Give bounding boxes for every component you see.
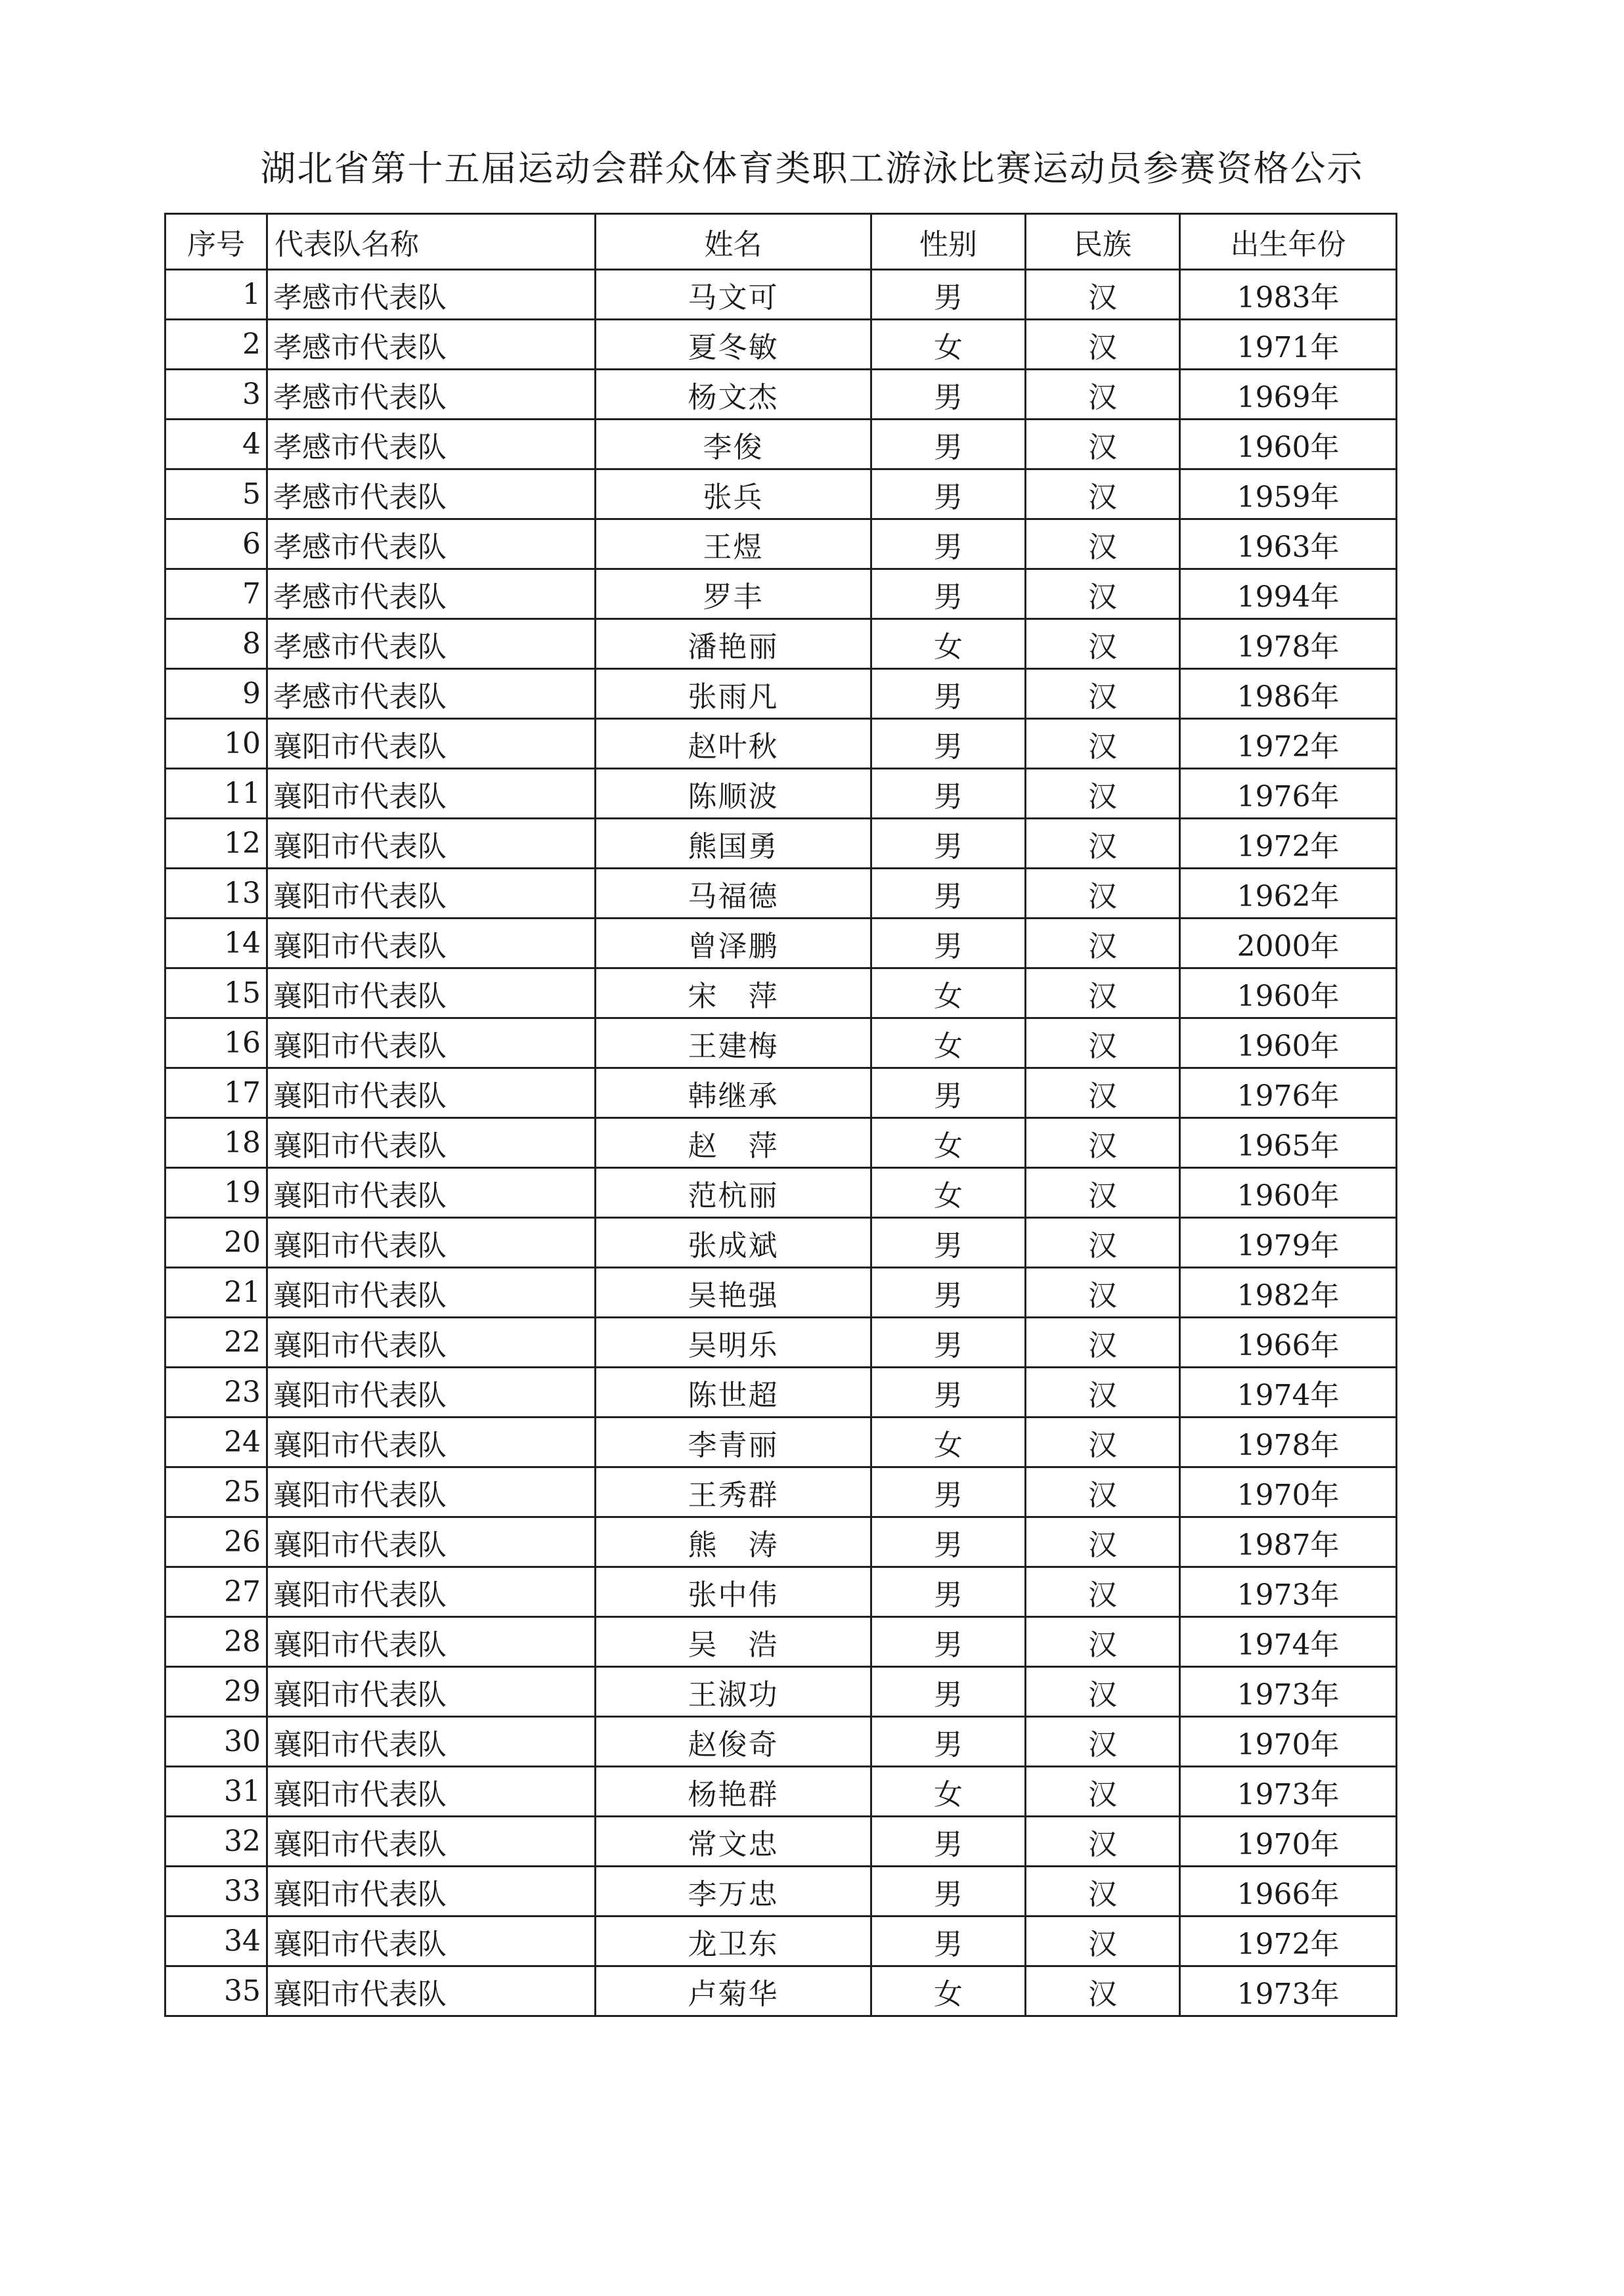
cell-birth-year: 1960年 <box>1180 1168 1397 1218</box>
cell-birth-year: 1960年 <box>1180 420 1397 469</box>
cell-index: 27 <box>165 1567 267 1617</box>
cell-team: 襄阳市代表队 <box>267 1318 596 1368</box>
cell-name: 吴明乐 <box>596 1318 871 1368</box>
cell-gender: 男 <box>871 1667 1026 1717</box>
cell-name: 卢菊华 <box>596 1966 871 2016</box>
cell-ethnicity: 汉 <box>1026 1368 1180 1418</box>
cell-index: 2 <box>165 320 267 370</box>
cell-birth-year: 1966年 <box>1180 1867 1397 1917</box>
cell-gender: 男 <box>871 519 1026 569</box>
cell-index: 34 <box>165 1917 267 1966</box>
cell-birth-year: 1970年 <box>1180 1717 1397 1767</box>
table-row <box>165 569 1397 619</box>
cell-ethnicity: 汉 <box>1026 519 1180 569</box>
cell-ethnicity: 汉 <box>1026 469 1180 519</box>
table-row <box>165 370 1397 420</box>
cell-gender: 女 <box>871 1418 1026 1467</box>
cell-birth-year: 1962年 <box>1180 869 1397 919</box>
cell-team: 襄阳市代表队 <box>267 769 596 819</box>
cell-birth-year: 1970年 <box>1180 1817 1397 1867</box>
cell-birth-year: 1974年 <box>1180 1617 1397 1667</box>
cell-name: 赵 萍 <box>596 1118 871 1168</box>
cell-gender: 男 <box>871 1817 1026 1867</box>
table-row <box>165 1767 1397 1817</box>
table-row <box>165 270 1397 320</box>
cell-gender: 男 <box>871 919 1026 968</box>
cell-name: 赵叶秋 <box>596 719 871 769</box>
header-index: 序号 <box>165 214 267 270</box>
cell-name: 马福德 <box>596 869 871 919</box>
athlete-roster-table <box>164 213 1397 2017</box>
table-row <box>165 1268 1397 1318</box>
cell-index: 1 <box>165 270 267 320</box>
table-header <box>165 214 1397 270</box>
cell-gender: 男 <box>871 1368 1026 1418</box>
cell-name: 吴艳强 <box>596 1268 871 1318</box>
cell-team: 襄阳市代表队 <box>267 1467 596 1517</box>
cell-ethnicity: 汉 <box>1026 1168 1180 1218</box>
cell-gender: 女 <box>871 1966 1026 2016</box>
cell-birth-year: 1983年 <box>1180 270 1397 320</box>
cell-team: 襄阳市代表队 <box>267 1567 596 1617</box>
cell-name: 熊国勇 <box>596 819 871 869</box>
cell-birth-year: 1982年 <box>1180 1268 1397 1318</box>
cell-birth-year: 1966年 <box>1180 1318 1397 1368</box>
cell-ethnicity: 汉 <box>1026 1966 1180 2016</box>
cell-index: 7 <box>165 569 267 619</box>
header-team: 代表队名称 <box>267 214 596 270</box>
cell-team: 襄阳市代表队 <box>267 1068 596 1118</box>
cell-team: 襄阳市代表队 <box>267 1418 596 1467</box>
cell-name: 杨文杰 <box>596 370 871 420</box>
cell-ethnicity: 汉 <box>1026 1218 1180 1268</box>
cell-name: 李万忠 <box>596 1867 871 1917</box>
cell-birth-year: 1979年 <box>1180 1218 1397 1268</box>
cell-index: 31 <box>165 1767 267 1817</box>
cell-gender: 女 <box>871 1168 1026 1218</box>
cell-birth-year: 1960年 <box>1180 968 1397 1018</box>
cell-ethnicity: 汉 <box>1026 919 1180 968</box>
cell-index: 11 <box>165 769 267 819</box>
table-row <box>165 1467 1397 1517</box>
cell-name: 杨艳群 <box>596 1767 871 1817</box>
cell-ethnicity: 汉 <box>1026 819 1180 869</box>
cell-ethnicity: 汉 <box>1026 719 1180 769</box>
cell-index: 25 <box>165 1467 267 1517</box>
cell-ethnicity: 汉 <box>1026 420 1180 469</box>
table-row <box>165 619 1397 669</box>
cell-gender: 男 <box>871 1717 1026 1767</box>
cell-index: 24 <box>165 1418 267 1467</box>
cell-team: 襄阳市代表队 <box>267 919 596 968</box>
table-row <box>165 1617 1397 1667</box>
cell-name: 熊 涛 <box>596 1517 871 1567</box>
cell-index: 32 <box>165 1817 267 1867</box>
table-row <box>165 968 1397 1018</box>
cell-team: 襄阳市代表队 <box>267 1018 596 1068</box>
table-row <box>165 1517 1397 1567</box>
cell-gender: 男 <box>871 469 1026 519</box>
cell-gender: 女 <box>871 1767 1026 1817</box>
cell-team: 襄阳市代表队 <box>267 1667 596 1717</box>
cell-name: 范杭丽 <box>596 1168 871 1218</box>
cell-gender: 女 <box>871 968 1026 1018</box>
table-row <box>165 1118 1397 1168</box>
table-row <box>165 320 1397 370</box>
cell-index: 4 <box>165 420 267 469</box>
cell-index: 29 <box>165 1667 267 1717</box>
cell-name: 王秀群 <box>596 1467 871 1517</box>
cell-name: 张成斌 <box>596 1218 871 1268</box>
table-row <box>165 869 1397 919</box>
cell-team: 孝感市代表队 <box>267 270 596 320</box>
cell-gender: 男 <box>871 719 1026 769</box>
cell-name: 张兵 <box>596 469 871 519</box>
cell-birth-year: 1974年 <box>1180 1368 1397 1418</box>
cell-team: 襄阳市代表队 <box>267 1168 596 1218</box>
cell-ethnicity: 汉 <box>1026 1318 1180 1368</box>
page-title: 湖北省第十五届运动会群众体育类职工游泳比赛运动员参赛资格公示 <box>260 148 1364 189</box>
cell-name: 韩继承 <box>596 1068 871 1118</box>
header-gender: 性别 <box>871 214 1026 270</box>
cell-ethnicity: 汉 <box>1026 1118 1180 1168</box>
cell-name: 王建梅 <box>596 1018 871 1068</box>
cell-gender: 男 <box>871 1617 1026 1667</box>
table-row <box>165 769 1397 819</box>
cell-birth-year: 1973年 <box>1180 1966 1397 2016</box>
cell-team: 襄阳市代表队 <box>267 1218 596 1268</box>
cell-index: 18 <box>165 1118 267 1168</box>
cell-ethnicity: 汉 <box>1026 1418 1180 1467</box>
cell-ethnicity: 汉 <box>1026 619 1180 669</box>
cell-name: 张雨凡 <box>596 669 871 719</box>
cell-gender: 女 <box>871 1018 1026 1068</box>
cell-team: 孝感市代表队 <box>267 519 596 569</box>
cell-birth-year: 1976年 <box>1180 1068 1397 1118</box>
table-row <box>165 1418 1397 1467</box>
cell-birth-year: 1965年 <box>1180 1118 1397 1168</box>
cell-team: 襄阳市代表队 <box>267 1368 596 1418</box>
cell-gender: 男 <box>871 1068 1026 1118</box>
cell-team: 襄阳市代表队 <box>267 869 596 919</box>
cell-birth-year: 1963年 <box>1180 519 1397 569</box>
table-row <box>165 420 1397 469</box>
cell-gender: 男 <box>871 1917 1026 1966</box>
cell-name: 李青丽 <box>596 1418 871 1467</box>
cell-team: 襄阳市代表队 <box>267 1268 596 1318</box>
cell-birth-year: 1971年 <box>1180 320 1397 370</box>
cell-ethnicity: 汉 <box>1026 1018 1180 1068</box>
cell-index: 35 <box>165 1966 267 2016</box>
cell-team: 襄阳市代表队 <box>267 719 596 769</box>
cell-ethnicity: 汉 <box>1026 1667 1180 1717</box>
header-ethnicity: 民族 <box>1026 214 1180 270</box>
cell-gender: 男 <box>871 270 1026 320</box>
cell-gender: 男 <box>871 420 1026 469</box>
cell-index: 8 <box>165 619 267 669</box>
cell-index: 22 <box>165 1318 267 1368</box>
cell-name: 王淑功 <box>596 1667 871 1717</box>
cell-name: 李俊 <box>596 420 871 469</box>
cell-team: 孝感市代表队 <box>267 569 596 619</box>
cell-gender: 男 <box>871 370 1026 420</box>
cell-team: 襄阳市代表队 <box>267 1617 596 1667</box>
cell-birth-year: 1978年 <box>1180 1418 1397 1467</box>
table-row <box>165 669 1397 719</box>
cell-gender: 女 <box>871 320 1026 370</box>
header-birth-year: 出生年份 <box>1180 214 1397 270</box>
table-row <box>165 1018 1397 1068</box>
cell-team: 孝感市代表队 <box>267 469 596 519</box>
cell-team: 襄阳市代表队 <box>267 1867 596 1917</box>
cell-birth-year: 1978年 <box>1180 619 1397 669</box>
cell-team: 襄阳市代表队 <box>267 968 596 1018</box>
header-name: 姓名 <box>596 214 871 270</box>
cell-index: 19 <box>165 1168 267 1218</box>
cell-ethnicity: 汉 <box>1026 370 1180 420</box>
cell-index: 20 <box>165 1218 267 1268</box>
cell-name: 宋 萍 <box>596 968 871 1018</box>
cell-birth-year: 1986年 <box>1180 669 1397 719</box>
table-row <box>165 519 1397 569</box>
cell-index: 9 <box>165 669 267 719</box>
cell-gender: 男 <box>871 1467 1026 1517</box>
cell-birth-year: 1969年 <box>1180 370 1397 420</box>
cell-gender: 男 <box>871 1318 1026 1368</box>
cell-birth-year: 1972年 <box>1180 819 1397 869</box>
cell-ethnicity: 汉 <box>1026 1617 1180 1667</box>
cell-team: 襄阳市代表队 <box>267 1517 596 1567</box>
cell-name: 潘艳丽 <box>596 619 871 669</box>
cell-index: 33 <box>165 1867 267 1917</box>
table-row <box>165 1817 1397 1867</box>
cell-team: 襄阳市代表队 <box>267 1917 596 1966</box>
cell-team: 襄阳市代表队 <box>267 1118 596 1168</box>
table-row <box>165 1168 1397 1218</box>
cell-birth-year: 1959年 <box>1180 469 1397 519</box>
cell-index: 15 <box>165 968 267 1018</box>
table-row <box>165 1218 1397 1268</box>
table-row <box>165 1567 1397 1617</box>
header-row <box>165 214 1397 270</box>
table-row <box>165 719 1397 769</box>
cell-ethnicity: 汉 <box>1026 769 1180 819</box>
cell-name: 马文可 <box>596 270 871 320</box>
cell-gender: 男 <box>871 569 1026 619</box>
cell-birth-year: 1994年 <box>1180 569 1397 619</box>
cell-name: 张中伟 <box>596 1567 871 1617</box>
cell-index: 30 <box>165 1717 267 1767</box>
cell-index: 23 <box>165 1368 267 1418</box>
cell-birth-year: 1972年 <box>1180 719 1397 769</box>
table-row <box>165 1368 1397 1418</box>
cell-ethnicity: 汉 <box>1026 1867 1180 1917</box>
table-row <box>165 469 1397 519</box>
cell-ethnicity: 汉 <box>1026 1917 1180 1966</box>
cell-index: 6 <box>165 519 267 569</box>
cell-team: 孝感市代表队 <box>267 320 596 370</box>
cell-team: 襄阳市代表队 <box>267 1767 596 1817</box>
cell-birth-year: 1973年 <box>1180 1667 1397 1717</box>
cell-ethnicity: 汉 <box>1026 1517 1180 1567</box>
cell-ethnicity: 汉 <box>1026 1068 1180 1118</box>
cell-gender: 男 <box>871 669 1026 719</box>
cell-index: 13 <box>165 869 267 919</box>
cell-name: 陈世超 <box>596 1368 871 1418</box>
cell-index: 5 <box>165 469 267 519</box>
table-row <box>165 1867 1397 1917</box>
cell-gender: 男 <box>871 869 1026 919</box>
cell-ethnicity: 汉 <box>1026 569 1180 619</box>
cell-ethnicity: 汉 <box>1026 1467 1180 1517</box>
cell-index: 28 <box>165 1617 267 1667</box>
cell-team: 襄阳市代表队 <box>267 1717 596 1767</box>
cell-ethnicity: 汉 <box>1026 1567 1180 1617</box>
cell-name: 赵俊奇 <box>596 1717 871 1767</box>
cell-gender: 女 <box>871 619 1026 669</box>
cell-team: 襄阳市代表队 <box>267 1966 596 2016</box>
cell-ethnicity: 汉 <box>1026 1817 1180 1867</box>
cell-name: 夏冬敏 <box>596 320 871 370</box>
cell-index: 26 <box>165 1517 267 1567</box>
cell-gender: 男 <box>871 1218 1026 1268</box>
cell-gender: 男 <box>871 1567 1026 1617</box>
cell-gender: 男 <box>871 1268 1026 1318</box>
cell-index: 10 <box>165 719 267 769</box>
table-row <box>165 819 1397 869</box>
cell-ethnicity: 汉 <box>1026 1767 1180 1817</box>
cell-name: 王煜 <box>596 519 871 569</box>
cell-name: 吴 浩 <box>596 1617 871 1667</box>
cell-team: 襄阳市代表队 <box>267 1817 596 1867</box>
cell-index: 3 <box>165 370 267 420</box>
cell-birth-year: 1976年 <box>1180 769 1397 819</box>
cell-team: 孝感市代表队 <box>267 619 596 669</box>
cell-team: 襄阳市代表队 <box>267 819 596 869</box>
cell-name: 曾泽鹏 <box>596 919 871 968</box>
cell-ethnicity: 汉 <box>1026 1717 1180 1767</box>
cell-birth-year: 1987年 <box>1180 1517 1397 1567</box>
cell-ethnicity: 汉 <box>1026 320 1180 370</box>
cell-index: 14 <box>165 919 267 968</box>
cell-name: 罗丰 <box>596 569 871 619</box>
table-row <box>165 1966 1397 2016</box>
cell-team: 孝感市代表队 <box>267 370 596 420</box>
cell-birth-year: 1960年 <box>1180 1018 1397 1068</box>
cell-birth-year: 1972年 <box>1180 1917 1397 1966</box>
cell-birth-year: 2000年 <box>1180 919 1397 968</box>
cell-gender: 女 <box>871 1118 1026 1168</box>
table-row <box>165 1667 1397 1717</box>
cell-index: 21 <box>165 1268 267 1318</box>
cell-birth-year: 1973年 <box>1180 1767 1397 1817</box>
cell-birth-year: 1970年 <box>1180 1467 1397 1517</box>
cell-birth-year: 1973年 <box>1180 1567 1397 1617</box>
cell-gender: 男 <box>871 1867 1026 1917</box>
cell-gender: 男 <box>871 769 1026 819</box>
cell-ethnicity: 汉 <box>1026 968 1180 1018</box>
cell-index: 17 <box>165 1068 267 1118</box>
cell-ethnicity: 汉 <box>1026 669 1180 719</box>
cell-team: 孝感市代表队 <box>267 669 596 719</box>
cell-ethnicity: 汉 <box>1026 1268 1180 1318</box>
cell-ethnicity: 汉 <box>1026 869 1180 919</box>
table-row <box>165 1717 1397 1767</box>
table-row <box>165 1917 1397 1966</box>
cell-ethnicity: 汉 <box>1026 270 1180 320</box>
cell-index: 12 <box>165 819 267 869</box>
cell-name: 龙卫东 <box>596 1917 871 1966</box>
table-body <box>165 270 1397 2016</box>
cell-team: 孝感市代表队 <box>267 420 596 469</box>
table-row <box>165 1068 1397 1118</box>
table-row <box>165 1318 1397 1368</box>
table-row <box>165 919 1397 968</box>
cell-gender: 男 <box>871 1517 1026 1567</box>
cell-index: 16 <box>165 1018 267 1068</box>
cell-name: 陈顺波 <box>596 769 871 819</box>
cell-name: 常文忠 <box>596 1817 871 1867</box>
cell-gender: 男 <box>871 819 1026 869</box>
